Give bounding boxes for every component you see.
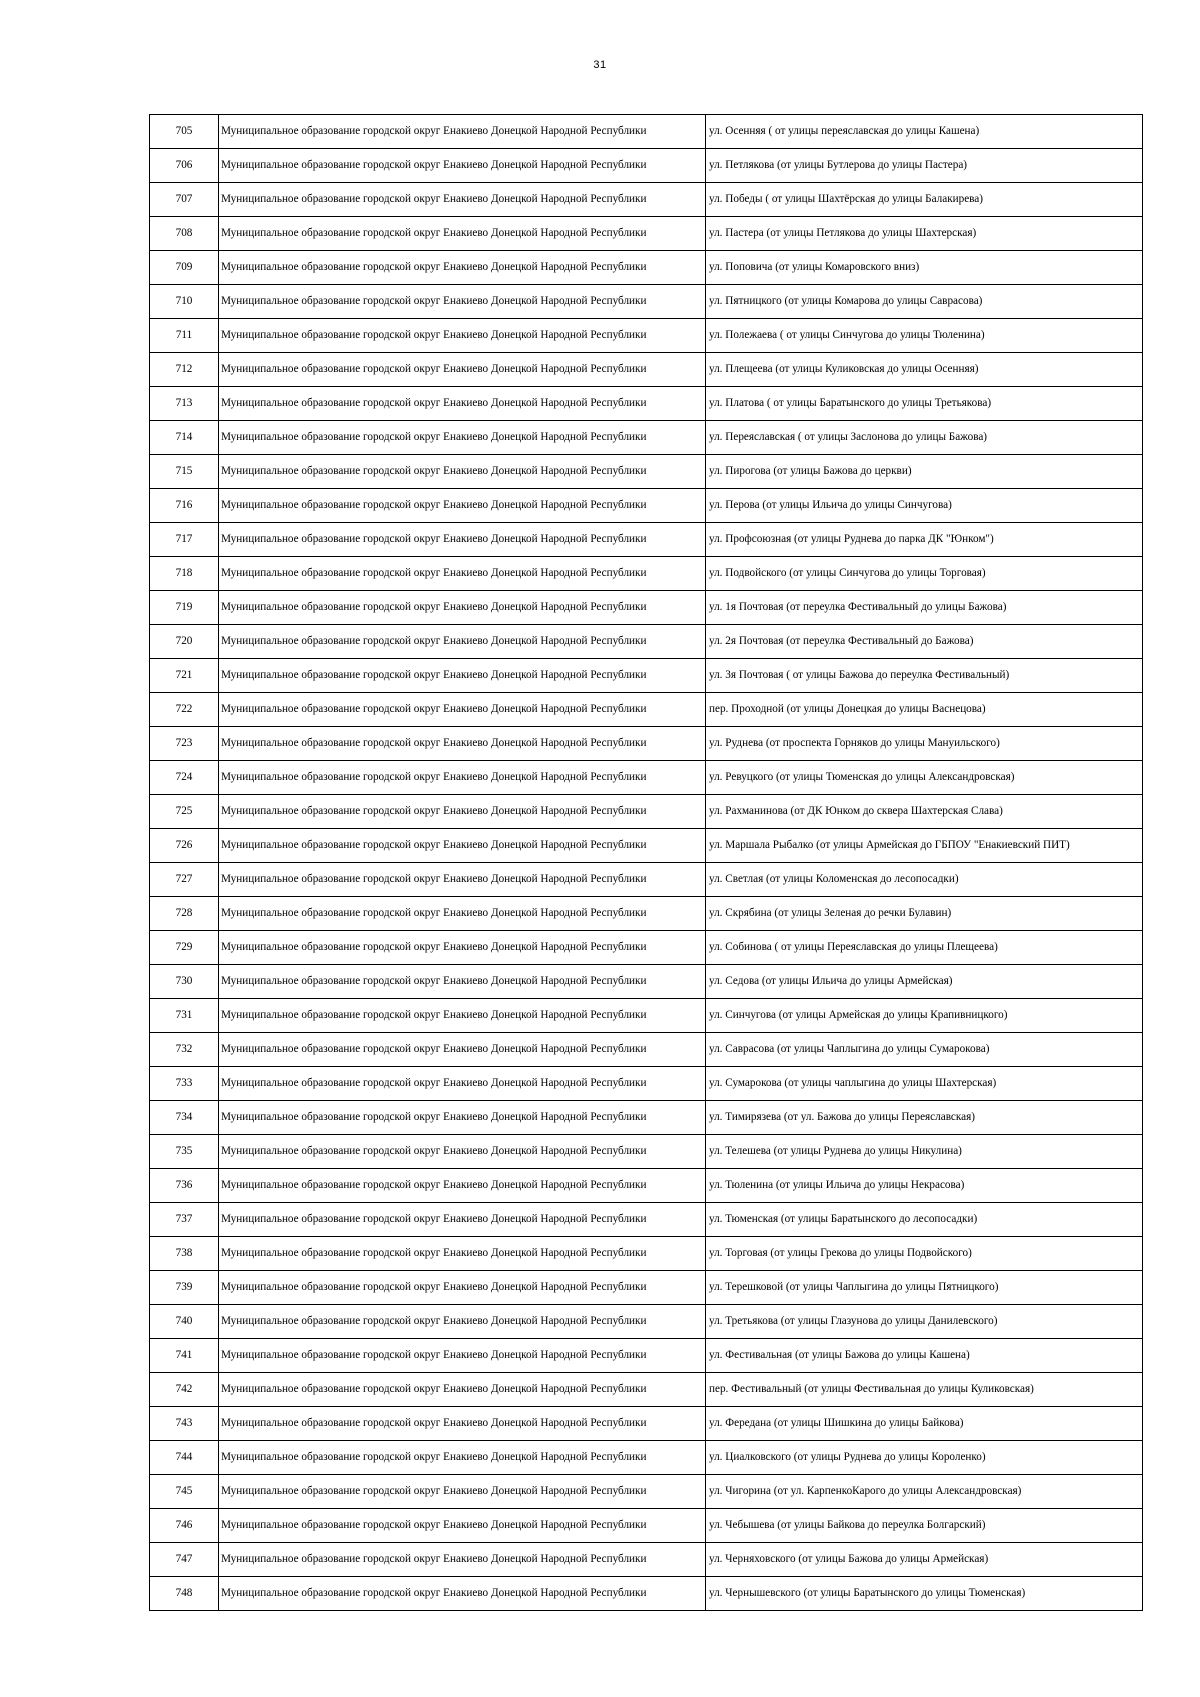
row-number-cell: 722 bbox=[150, 693, 219, 727]
table-row bbox=[150, 1407, 1143, 1441]
municipality-cell: Муниципальное образование городской округ Енакиево Донецкой Народной Республики bbox=[219, 1237, 706, 1271]
street-cell: ул. Светлая (от улицы Коломенская до лесопосадки) bbox=[706, 863, 1143, 897]
row-number-cell: 742 bbox=[150, 1373, 219, 1407]
row-number-cell: 748 bbox=[150, 1577, 219, 1611]
street-cell: пер. Фестивальный (от улицы Фестивальная до улицы Куликовская) bbox=[706, 1373, 1143, 1407]
street-cell: ул. Седова (от улицы Ильича до улицы Армейская) bbox=[706, 965, 1143, 999]
table-row bbox=[150, 489, 1143, 523]
row-number-cell: 733 bbox=[150, 1067, 219, 1101]
table-row bbox=[150, 897, 1143, 931]
municipality-cell: Муниципальное образование городской округ Енакиево Донецкой Народной Республики bbox=[219, 1509, 706, 1543]
row-number-cell: 706 bbox=[150, 149, 219, 183]
row-number-cell: 718 bbox=[150, 557, 219, 591]
municipality-cell: Муниципальное образование городской округ Енакиево Донецкой Народной Республики bbox=[219, 1033, 706, 1067]
table-row bbox=[150, 1203, 1143, 1237]
municipality-cell: Муниципальное образование городской округ Енакиево Донецкой Народной Республики bbox=[219, 217, 706, 251]
municipality-cell: Муниципальное образование городской округ Енакиево Донецкой Народной Республики bbox=[219, 591, 706, 625]
table-row bbox=[150, 1033, 1143, 1067]
street-cell: ул. Переяславская ( от улицы Заслонова до улицы Бажова) bbox=[706, 421, 1143, 455]
street-cell: ул. Собинова ( от улицы Переяславская до улицы Плещеева) bbox=[706, 931, 1143, 965]
municipality-cell: Муниципальное образование городской округ Енакиево Донецкой Народной Республики bbox=[219, 1543, 706, 1577]
municipality-cell: Муниципальное образование городской округ Енакиево Донецкой Народной Республики bbox=[219, 931, 706, 965]
row-number-cell: 739 bbox=[150, 1271, 219, 1305]
table-row bbox=[150, 285, 1143, 319]
row-number-cell: 728 bbox=[150, 897, 219, 931]
municipality-cell: Муниципальное образование городской округ Енакиево Донецкой Народной Республики bbox=[219, 1101, 706, 1135]
table-row bbox=[150, 353, 1143, 387]
row-number-cell: 745 bbox=[150, 1475, 219, 1509]
row-number-cell: 732 bbox=[150, 1033, 219, 1067]
table-row bbox=[150, 455, 1143, 489]
row-number-cell: 713 bbox=[150, 387, 219, 421]
row-number-cell: 708 bbox=[150, 217, 219, 251]
table-row bbox=[150, 319, 1143, 353]
street-cell: ул. Ревуцкого (от улицы Тюменская до улицы Александровская) bbox=[706, 761, 1143, 795]
row-number-cell: 705 bbox=[150, 115, 219, 149]
table-row bbox=[150, 1305, 1143, 1339]
row-number-cell: 714 bbox=[150, 421, 219, 455]
table-row bbox=[150, 931, 1143, 965]
table-row bbox=[150, 1577, 1143, 1611]
row-number-cell: 712 bbox=[150, 353, 219, 387]
table-row bbox=[150, 1135, 1143, 1169]
row-number-cell: 716 bbox=[150, 489, 219, 523]
municipality-cell: Муниципальное образование городской округ Енакиево Донецкой Народной Республики bbox=[219, 387, 706, 421]
municipality-cell: Муниципальное образование городской округ Енакиево Донецкой Народной Республики bbox=[219, 965, 706, 999]
row-number-cell: 717 bbox=[150, 523, 219, 557]
municipality-cell: Муниципальное образование городской округ Енакиево Донецкой Народной Республики bbox=[219, 999, 706, 1033]
municipality-cell: Муниципальное образование городской округ Енакиево Донецкой Народной Республики bbox=[219, 1577, 706, 1611]
table-row bbox=[150, 999, 1143, 1033]
row-number-cell: 707 bbox=[150, 183, 219, 217]
table-row bbox=[150, 1543, 1143, 1577]
street-cell: ул. Чернышевского (от улицы Баратынского до улицы Тюменская) bbox=[706, 1577, 1143, 1611]
row-number-cell: 709 bbox=[150, 251, 219, 285]
table-row bbox=[150, 1509, 1143, 1543]
street-cell: ул. Тимирязева (от ул. Бажова до улицы Переяславская) bbox=[706, 1101, 1143, 1135]
street-cell: пер. Проходной (от улицы Донецкая до улицы Васнецова) bbox=[706, 693, 1143, 727]
municipality-cell: Муниципальное образование городской округ Енакиево Донецкой Народной Республики bbox=[219, 863, 706, 897]
street-cell: ул. Пирогова (от улицы Бажова до церкви) bbox=[706, 455, 1143, 489]
table-row bbox=[150, 1475, 1143, 1509]
municipality-cell: Муниципальное образование городской округ Енакиево Донецкой Народной Республики bbox=[219, 795, 706, 829]
table-row bbox=[150, 863, 1143, 897]
street-cell: ул. Циалковского (от улицы Руднева до улицы Короленко) bbox=[706, 1441, 1143, 1475]
municipality-cell: Муниципальное образование городской округ Енакиево Донецкой Народной Республики bbox=[219, 1339, 706, 1373]
row-number-cell: 743 bbox=[150, 1407, 219, 1441]
row-number-cell: 738 bbox=[150, 1237, 219, 1271]
row-number-cell: 719 bbox=[150, 591, 219, 625]
row-number-cell: 746 bbox=[150, 1509, 219, 1543]
municipality-cell: Муниципальное образование городской округ Енакиево Донецкой Народной Республики bbox=[219, 1305, 706, 1339]
table-row bbox=[150, 387, 1143, 421]
row-number-cell: 727 bbox=[150, 863, 219, 897]
municipality-cell: Муниципальное образование городской округ Енакиево Донецкой Народной Республики bbox=[219, 1373, 706, 1407]
street-cell: ул. Фестивальная (от улицы Бажова до улицы Кашена) bbox=[706, 1339, 1143, 1373]
row-number-cell: 724 bbox=[150, 761, 219, 795]
row-number-cell: 744 bbox=[150, 1441, 219, 1475]
row-number-cell: 726 bbox=[150, 829, 219, 863]
street-cell: ул. 3я Почтовая ( от улицы Бажова до переулка Фестивальный) bbox=[706, 659, 1143, 693]
streets-table bbox=[149, 114, 1143, 1611]
street-cell: ул. Петлякова (от улицы Бутлерова до улицы Пастера) bbox=[706, 149, 1143, 183]
row-number-cell: 737 bbox=[150, 1203, 219, 1237]
table-row bbox=[150, 1101, 1143, 1135]
table-row bbox=[150, 421, 1143, 455]
municipality-cell: Муниципальное образование городской округ Енакиево Донецкой Народной Республики bbox=[219, 727, 706, 761]
table-row bbox=[150, 693, 1143, 727]
row-number-cell: 731 bbox=[150, 999, 219, 1033]
municipality-cell: Муниципальное образование городской округ Енакиево Донецкой Народной Республики bbox=[219, 1067, 706, 1101]
municipality-cell: Муниципальное образование городской округ Енакиево Донецкой Народной Республики bbox=[219, 1203, 706, 1237]
street-cell: ул. Скрябина (от улицы Зеленая до речки Булавин) bbox=[706, 897, 1143, 931]
street-cell: ул. Синчугова (от улицы Армейская до улицы Крапивницкого) bbox=[706, 999, 1143, 1033]
municipality-cell: Муниципальное образование городской округ Енакиево Донецкой Народной Республики bbox=[219, 455, 706, 489]
row-number-cell: 711 bbox=[150, 319, 219, 353]
street-cell: ул. Плещеева (от улицы Куликовская до улицы Осенняя) bbox=[706, 353, 1143, 387]
table-row bbox=[150, 727, 1143, 761]
table-row bbox=[150, 795, 1143, 829]
street-cell: ул. Подвойского (от улицы Синчугова до улицы Торговая) bbox=[706, 557, 1143, 591]
street-cell: ул. Сумарокова (от улицы чаплыгина до улицы Шахтерская) bbox=[706, 1067, 1143, 1101]
table-row bbox=[150, 965, 1143, 999]
street-cell: ул. Осенняя ( от улицы переяславская до улицы Кашена) bbox=[706, 115, 1143, 149]
table-row bbox=[150, 217, 1143, 251]
municipality-cell: Муниципальное образование городской округ Енакиево Донецкой Народной Республики bbox=[219, 115, 706, 149]
municipality-cell: Муниципальное образование городской округ Енакиево Донецкой Народной Республики bbox=[219, 523, 706, 557]
street-cell: ул. Победы ( от улицы Шахтёрская до улицы Балакирева) bbox=[706, 183, 1143, 217]
municipality-cell: Муниципальное образование городской округ Енакиево Донецкой Народной Республики bbox=[219, 489, 706, 523]
row-number-cell: 721 bbox=[150, 659, 219, 693]
table-row bbox=[150, 1441, 1143, 1475]
municipality-cell: Муниципальное образование городской округ Енакиево Донецкой Народной Республики bbox=[219, 897, 706, 931]
street-cell: ул. 2я Почтовая (от переулка Фестивальный до Бажова) bbox=[706, 625, 1143, 659]
table-row bbox=[150, 251, 1143, 285]
street-cell: ул. Чебышева (от улицы Байкова до переулка Болгарский) bbox=[706, 1509, 1143, 1543]
table-row bbox=[150, 625, 1143, 659]
row-number-cell: 729 bbox=[150, 931, 219, 965]
municipality-cell: Муниципальное образование городской округ Енакиево Донецкой Народной Республики bbox=[219, 1475, 706, 1509]
municipality-cell: Муниципальное образование городской округ Енакиево Донецкой Народной Республики bbox=[219, 319, 706, 353]
street-cell: ул. Саврасова (от улицы Чаплыгина до улицы Сумарокова) bbox=[706, 1033, 1143, 1067]
street-cell: ул. Профсоюзная (от улицы Руднева до парка ДК "Юнком") bbox=[706, 523, 1143, 557]
municipality-cell: Муниципальное образование городской округ Енакиево Донецкой Народной Республики bbox=[219, 625, 706, 659]
street-cell: ул. Перова (от улицы Ильича до улицы Синчугова) bbox=[706, 489, 1143, 523]
municipality-cell: Муниципальное образование городской округ Енакиево Донецкой Народной Республики bbox=[219, 693, 706, 727]
street-cell: ул. Полежаева ( от улицы Синчугова до улицы Тюленина) bbox=[706, 319, 1143, 353]
street-cell: ул. Телешева (от улицы Руднева до улицы Никулина) bbox=[706, 1135, 1143, 1169]
street-cell: ул. Фередана (от улицы Шишкина до улицы Байкова) bbox=[706, 1407, 1143, 1441]
table-row bbox=[150, 183, 1143, 217]
row-number-cell: 734 bbox=[150, 1101, 219, 1135]
municipality-cell: Муниципальное образование городской округ Енакиево Донецкой Народной Республики bbox=[219, 149, 706, 183]
street-cell: ул. Маршала Рыбалко (от улицы Армейская до ГБПОУ "Енакиевский ПИТ) bbox=[706, 829, 1143, 863]
street-cell: ул. Поповича (от улицы Комаровского вниз) bbox=[706, 251, 1143, 285]
table-row bbox=[150, 1169, 1143, 1203]
municipality-cell: Муниципальное образование городской округ Енакиево Донецкой Народной Республики bbox=[219, 353, 706, 387]
table-row bbox=[150, 523, 1143, 557]
municipality-cell: Муниципальное образование городской округ Енакиево Донецкой Народной Республики bbox=[219, 1135, 706, 1169]
table-row bbox=[150, 659, 1143, 693]
street-cell: ул. Третьякова (от улицы Глазунова до улицы Данилевского) bbox=[706, 1305, 1143, 1339]
row-number-cell: 710 bbox=[150, 285, 219, 319]
municipality-cell: Муниципальное образование городской округ Енакиево Донецкой Народной Республики bbox=[219, 1441, 706, 1475]
row-number-cell: 730 bbox=[150, 965, 219, 999]
street-cell: ул. Тюленина (от улицы Ильича до улицы Некрасова) bbox=[706, 1169, 1143, 1203]
municipality-cell: Муниципальное образование городской округ Енакиево Донецкой Народной Республики bbox=[219, 761, 706, 795]
street-cell: ул. Платова ( от улицы Баратынского до улицы Третьякова) bbox=[706, 387, 1143, 421]
table-row bbox=[150, 115, 1143, 149]
table-row bbox=[150, 829, 1143, 863]
municipality-cell: Муниципальное образование городской округ Енакиево Донецкой Народной Республики bbox=[219, 285, 706, 319]
street-cell: ул. Пятницкого (от улицы Комарова до улицы Саврасова) bbox=[706, 285, 1143, 319]
row-number-cell: 715 bbox=[150, 455, 219, 489]
table-row bbox=[150, 557, 1143, 591]
municipality-cell: Муниципальное образование городской округ Енакиево Донецкой Народной Республики bbox=[219, 659, 706, 693]
table-row bbox=[150, 761, 1143, 795]
municipality-cell: Муниципальное образование городской округ Енакиево Донецкой Народной Республики bbox=[219, 1407, 706, 1441]
municipality-cell: Муниципальное образование городской округ Енакиево Донецкой Народной Республики bbox=[219, 1169, 706, 1203]
street-cell: ул. Черняховского (от улицы Бажова до улицы Армейская) bbox=[706, 1543, 1143, 1577]
municipality-cell: Муниципальное образование городской округ Енакиево Донецкой Народной Республики bbox=[219, 1271, 706, 1305]
municipality-cell: Муниципальное образование городской округ Енакиево Донецкой Народной Республики bbox=[219, 829, 706, 863]
table-row bbox=[150, 1373, 1143, 1407]
table-row bbox=[150, 1271, 1143, 1305]
street-cell: ул. Пастера (от улицы Петлякова до улицы Шахтерская) bbox=[706, 217, 1143, 251]
row-number-cell: 736 bbox=[150, 1169, 219, 1203]
street-cell: ул. Руднева (от проспекта Горняков до улицы Мануильского) bbox=[706, 727, 1143, 761]
municipality-cell: Муниципальное образование городской округ Енакиево Донецкой Народной Республики bbox=[219, 183, 706, 217]
page-number: 31 bbox=[593, 59, 607, 71]
municipality-cell: Муниципальное образование городской округ Енакиево Донецкой Народной Республики bbox=[219, 421, 706, 455]
row-number-cell: 735 bbox=[150, 1135, 219, 1169]
street-cell: ул. Торговая (от улицы Грекова до улицы Подвойского) bbox=[706, 1237, 1143, 1271]
row-number-cell: 740 bbox=[150, 1305, 219, 1339]
row-number-cell: 723 bbox=[150, 727, 219, 761]
table-row bbox=[150, 591, 1143, 625]
row-number-cell: 741 bbox=[150, 1339, 219, 1373]
table-row bbox=[150, 1067, 1143, 1101]
municipality-cell: Муниципальное образование городской округ Енакиево Донецкой Народной Республики bbox=[219, 557, 706, 591]
municipality-cell: Муниципальное образование городской округ Енакиево Донецкой Народной Республики bbox=[219, 251, 706, 285]
street-cell: ул. Чигорина (от ул. КарпенкоКарого до улицы Александровская) bbox=[706, 1475, 1143, 1509]
street-cell: ул. Рахманинова (от ДК Юнком до сквера Шахтерская Слава) bbox=[706, 795, 1143, 829]
row-number-cell: 720 bbox=[150, 625, 219, 659]
table-body bbox=[150, 115, 1143, 1611]
row-number-cell: 725 bbox=[150, 795, 219, 829]
table-row bbox=[150, 1339, 1143, 1373]
table-row bbox=[150, 149, 1143, 183]
row-number-cell: 747 bbox=[150, 1543, 219, 1577]
street-cell: ул. 1я Почтовая (от переулка Фестивальный до улицы Бажова) bbox=[706, 591, 1143, 625]
street-cell: ул. Тюменская (от улицы Баратынского до лесопосадки) bbox=[706, 1203, 1143, 1237]
table-row bbox=[150, 1237, 1143, 1271]
street-cell: ул. Терешковой (от улицы Чаплыгина до улицы Пятницкого) bbox=[706, 1271, 1143, 1305]
